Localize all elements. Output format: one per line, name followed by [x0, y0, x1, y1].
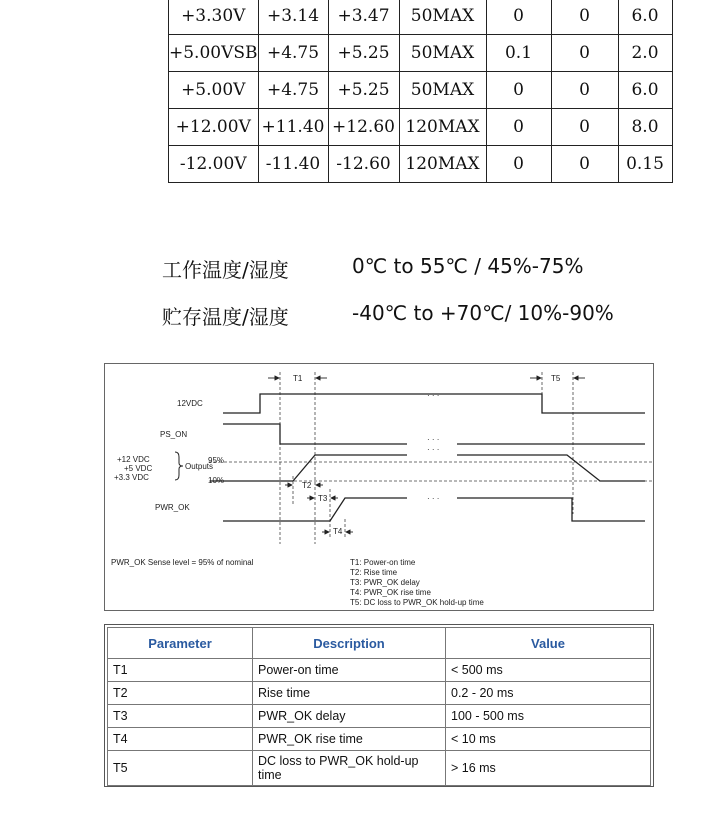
storage-label: 贮存温度/湿度 [162, 305, 289, 329]
label-t3: T3 [318, 494, 328, 503]
table-row [169, 35, 673, 72]
table-cell: 6.0 [618, 72, 672, 109]
legend-t2: T2: Rise time [350, 568, 398, 577]
storage-value: -40℃ to +70℃/ 10%-90% [352, 301, 614, 325]
table-row [169, 0, 673, 35]
table-cell: +12.60 [328, 109, 399, 146]
label-t4: T4 [333, 527, 343, 536]
table-cell: T5 [108, 751, 253, 786]
ellipsis-3: · · · [427, 445, 440, 454]
table-row [108, 682, 651, 705]
label-out-33: +3.3 VDC [114, 473, 149, 482]
label-outputs: Outputs [185, 462, 214, 471]
table-cell: DC loss to PWR_OK hold-up time [253, 751, 446, 786]
ellipsis-2: · · · [427, 435, 440, 444]
table-cell: +11.40 [258, 109, 328, 146]
table-cell: 2.0 [618, 35, 672, 72]
operating-value: 0℃ to 55℃ / 45%-75% [352, 254, 584, 278]
column-header-value: Value [446, 628, 651, 659]
table-cell: +4.75 [258, 72, 328, 109]
table-cell: 120MAX [399, 109, 486, 146]
table-cell: 0 [551, 35, 618, 72]
label-t2: T2 [302, 481, 312, 490]
table-cell: 0.1 [486, 35, 551, 72]
table-cell: 0 [551, 0, 618, 35]
label-pwr-ok: PWR_OK [155, 503, 190, 512]
timing-diagram [104, 363, 654, 611]
table-cell: 0.15 [618, 146, 672, 183]
table-cell: 100 - 500 ms [446, 705, 651, 728]
sense-note: PWR_OK Sense level = 95% of nominal [111, 558, 254, 567]
parameter-table [107, 627, 651, 786]
table-cell: 0 [486, 109, 551, 146]
brace-icon [175, 452, 183, 480]
table-cell: 0 [486, 146, 551, 183]
label-out-12: +12 VDC [117, 455, 150, 464]
table-cell: PWR_OK rise time [253, 728, 446, 751]
table-row [108, 659, 651, 682]
ellipsis-1: · · · [427, 391, 440, 400]
table-row [169, 146, 673, 183]
table-row [169, 72, 673, 109]
label-t5: T5 [551, 374, 561, 383]
voltage-table [168, 0, 673, 183]
parameter-table-frame [104, 624, 654, 787]
table-cell: PWR_OK delay [253, 705, 446, 728]
table-cell: +5.25 [328, 72, 399, 109]
table-cell: 0.2 - 20 ms [446, 682, 651, 705]
table-cell: +3.14 [258, 0, 328, 35]
table-row [108, 705, 651, 728]
table-cell: -11.40 [258, 146, 328, 183]
table-cell: 6.0 [618, 0, 672, 35]
label-12vdc: 12VDC [177, 399, 203, 408]
table-cell: 8.0 [618, 109, 672, 146]
table-cell: 50MAX [399, 72, 486, 109]
operating-label: 工作温度/湿度 [162, 258, 289, 282]
table-cell: 0 [486, 0, 551, 35]
table-cell: < 500 ms [446, 659, 651, 682]
label-ps-on: PS_ON [160, 430, 188, 439]
table-cell: Power-on time [253, 659, 446, 682]
table-cell: 0 [486, 72, 551, 109]
label-t1: T1 [293, 374, 303, 383]
column-header-parameter: Parameter [108, 628, 253, 659]
table-cell: 0 [551, 146, 618, 183]
table-header-row [108, 628, 651, 659]
table-cell: T4 [108, 728, 253, 751]
table-cell: +3.30V [169, 0, 259, 35]
legend-t1: T1: Power-on time [350, 558, 416, 567]
table-row [108, 728, 651, 751]
table-cell: 0 [551, 109, 618, 146]
table-cell: 120MAX [399, 146, 486, 183]
table-cell: Rise time [253, 682, 446, 705]
table-row [108, 751, 651, 786]
table-cell: 50MAX [399, 35, 486, 72]
table-cell: +3.47 [328, 0, 399, 35]
table-cell: T2 [108, 682, 253, 705]
legend-t4: T4: PWR_OK rise time [350, 588, 431, 597]
ellipsis-4: · · · [427, 494, 440, 503]
table-row [169, 109, 673, 146]
table-cell: -12.60 [328, 146, 399, 183]
label-10: 10% [208, 476, 225, 485]
legend-t5: T5: DC loss to PWR_OK hold-up time [350, 598, 484, 607]
table-cell: +5.25 [328, 35, 399, 72]
column-header-description: Description [253, 628, 446, 659]
label-95: 95% [208, 456, 225, 465]
table-cell: 50MAX [399, 0, 486, 35]
table-cell: > 16 ms [446, 751, 651, 786]
legend-t3: T3: PWR_OK delay [350, 578, 420, 587]
table-cell: +12.00V [169, 109, 259, 146]
timing-diagram-svg [105, 364, 653, 610]
table-cell: 0 [551, 72, 618, 109]
table-cell: +5.00V [169, 72, 259, 109]
table-cell: -12.00V [169, 146, 259, 183]
table-cell: +4.75 [258, 35, 328, 72]
table-cell: T1 [108, 659, 253, 682]
label-out-5: +5 VDC [124, 464, 153, 473]
table-cell: T3 [108, 705, 253, 728]
table-cell: < 10 ms [446, 728, 651, 751]
table-cell: +5.00VSB [169, 35, 259, 72]
